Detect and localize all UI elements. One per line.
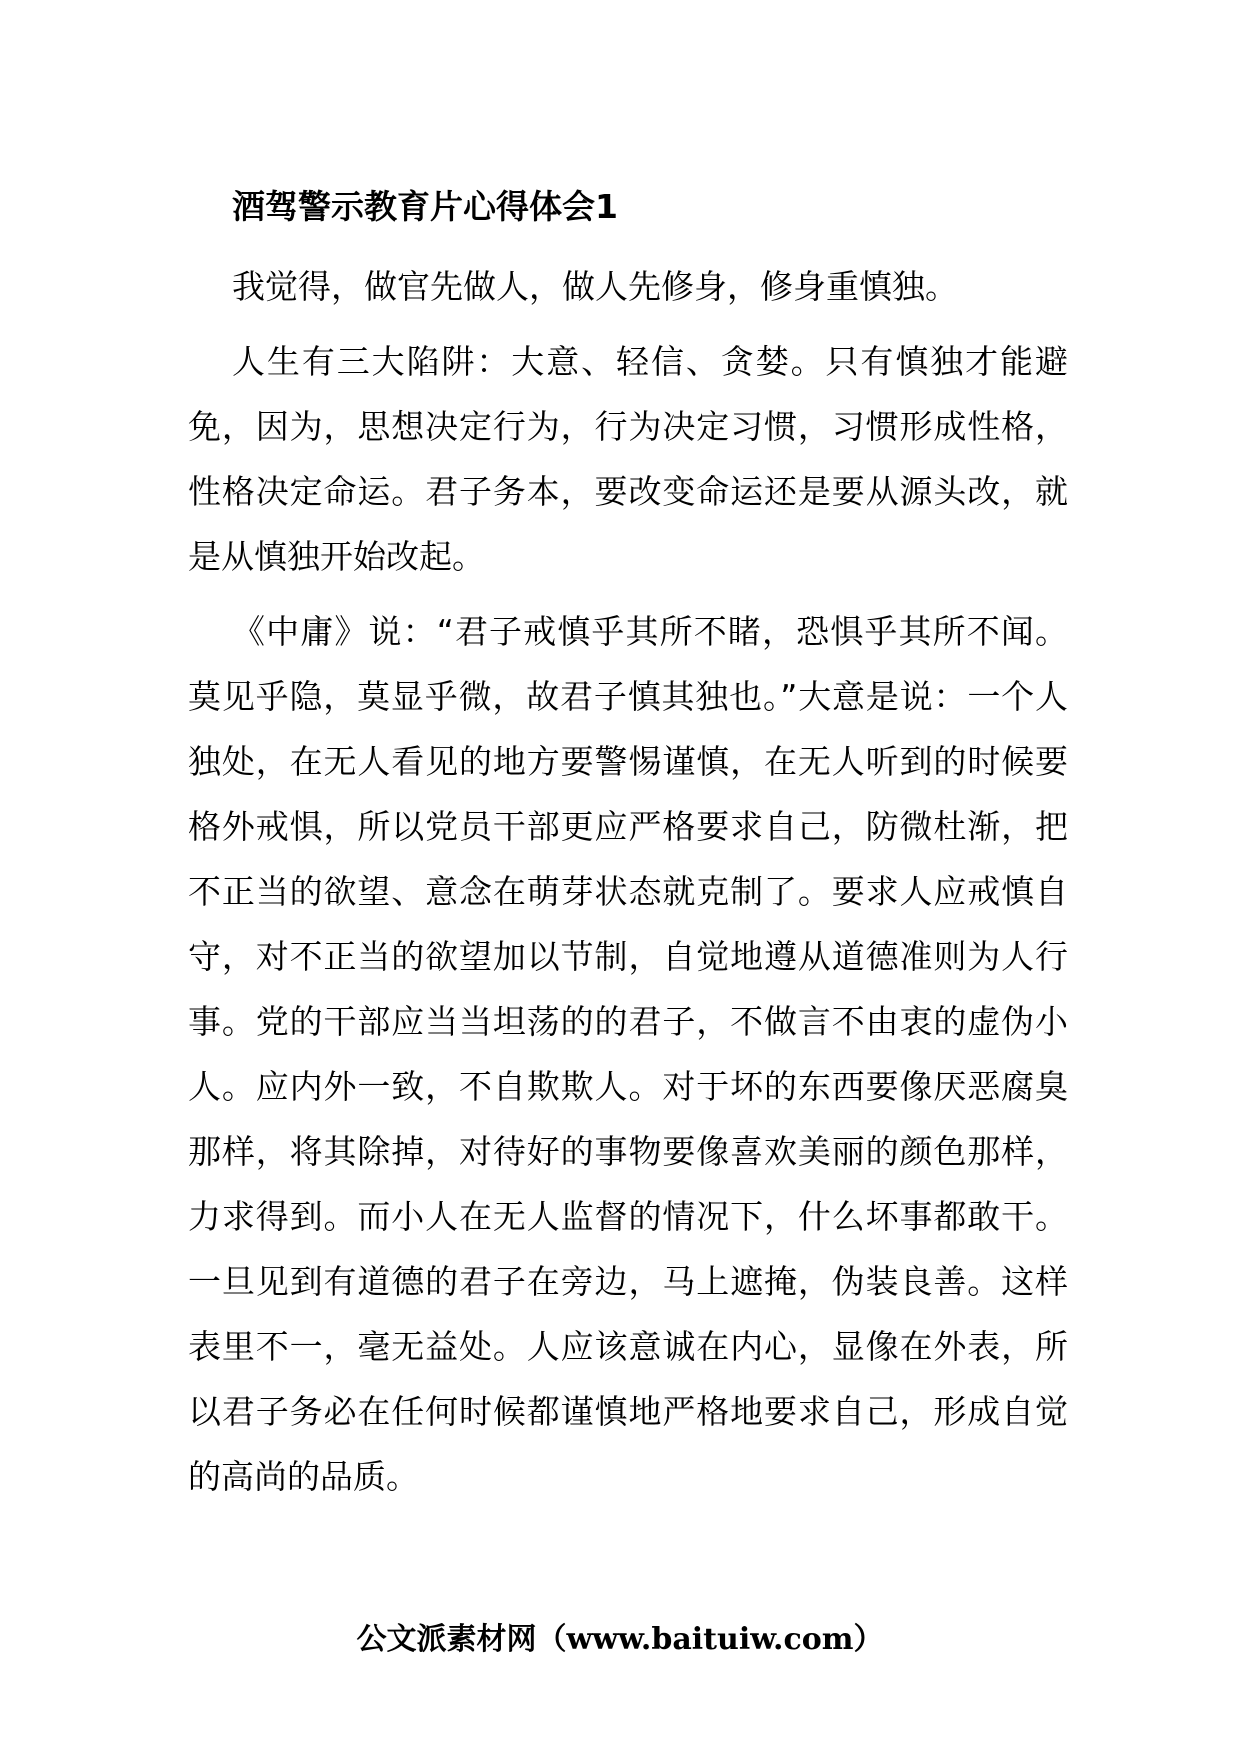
paragraph-2: 人生有三大陷阱：大意、轻信、贪婪。只有慎独才能避免，因为，思想决定行为，行为决定习惯，习惯形成性格，性格决定命运。君子务本，要改变命运还是要从源头改，就是从慎独开始改起。	[188, 342, 1068, 576]
document-title: 酒驾警示教育片心得体会1	[232, 187, 618, 226]
document-body	[188, 182, 1068, 1519]
footer-source: 公文派素材网（www.baituiw.com）	[356, 1622, 884, 1657]
paragraph-1: 我觉得，做官先做人，做人先修身，修身重慎独。	[232, 267, 958, 306]
paragraph-3: 《中庸》说：“君子戒慎乎其所不睹，恐惧乎其所不闻。莫见乎隐，莫显乎微，故君子慎其独也。”大意是说：一个人独处，在无人看见的地方要警惕谨慎，在无人听到的时候要格外戒惧，所以党员干部更应严格要求自己，防微杜渐，把不正当的欲望、意念在萌芽状态就克制了。要求人应戒慎自守，对不正当的欲望加以节制，自觉地遵从道德准则为人行事。党的干部应当当坦荡的的君子，不做言不由衷的虚伪小人。应内外一致，不自欺欺人。对于坏的东西要像厌恶腐臭那样，将其除掉，对待好的事物要像喜欢美丽的颜色那样，力求得到。而小人在无人监督的情况下，什么坏事都敢干。一旦见到有道德的君子在旁边，马上遮掩，伪装良善。这样表里不一，毫无益处。人应该意诚在内心，显像在外表，所以君子务必在任何时候都谨慎地严格地要求自己，形成自觉的高尚的品质。	[188, 612, 1068, 1496]
